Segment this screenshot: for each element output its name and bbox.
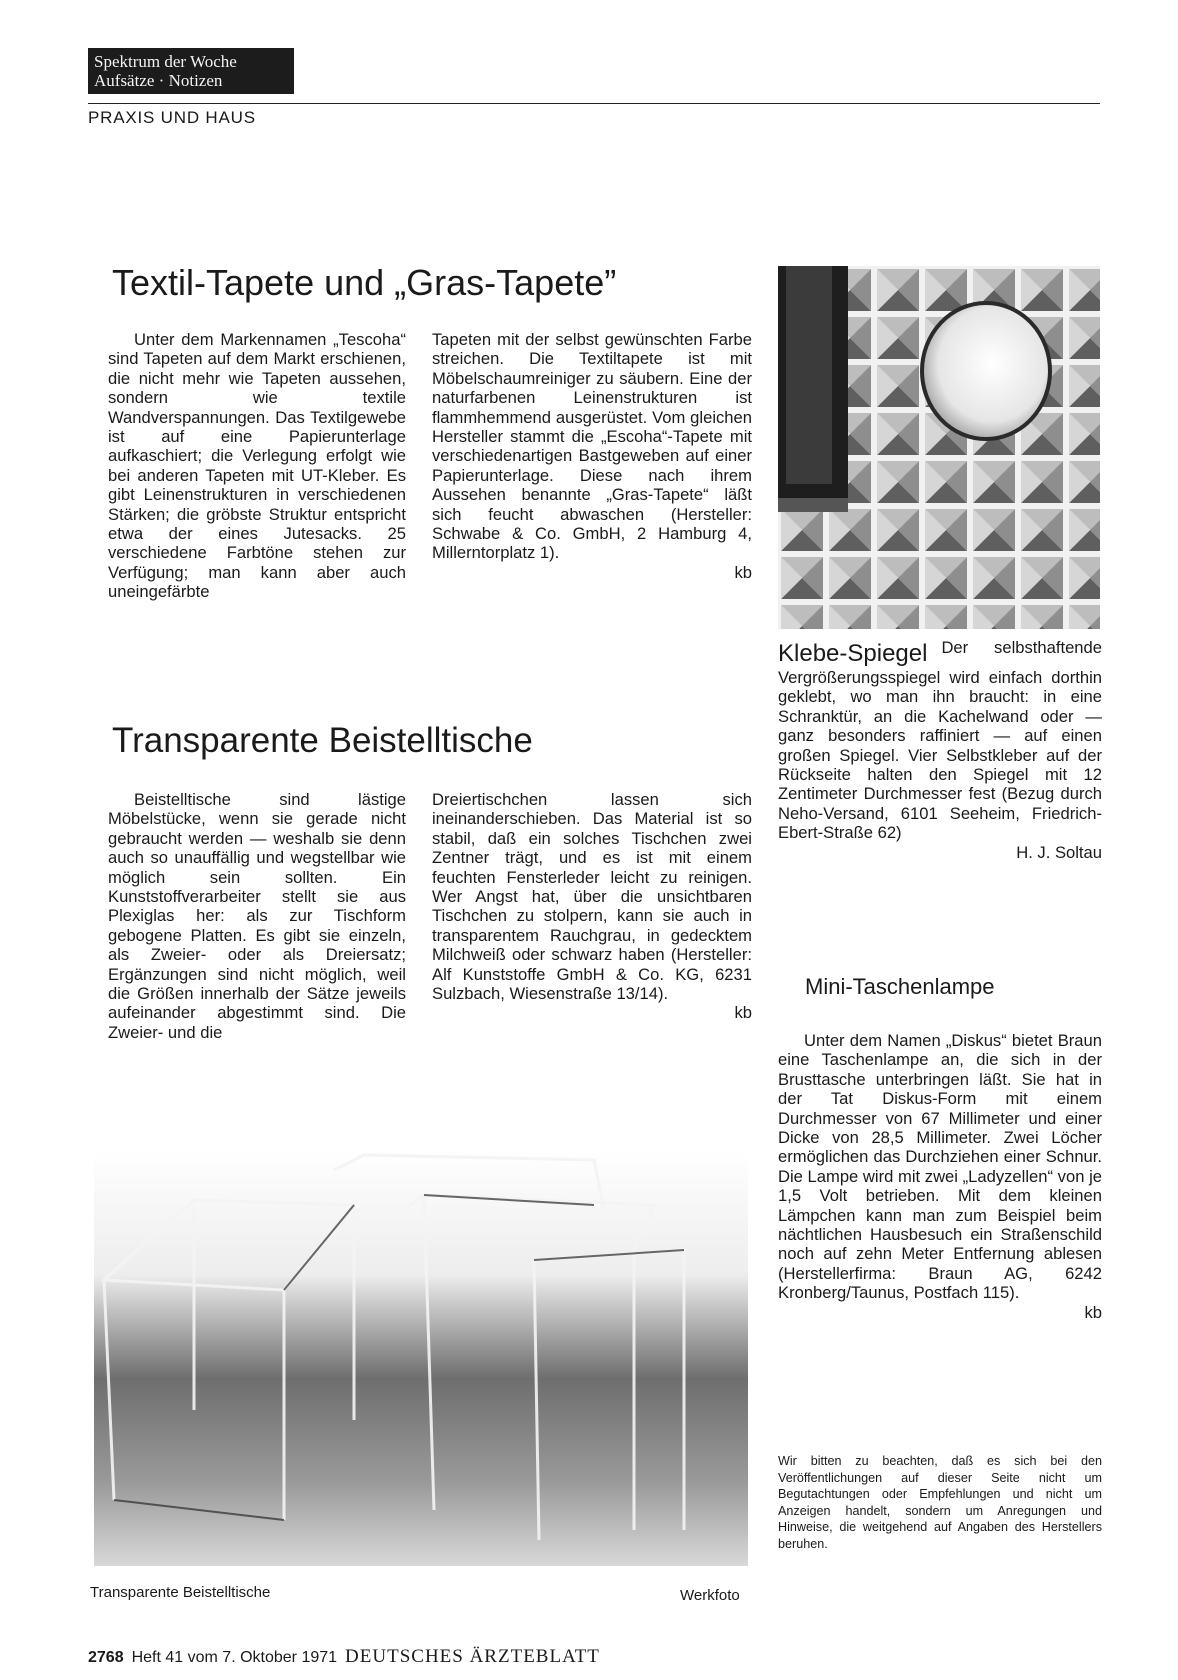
- header-rule: [88, 103, 1100, 104]
- textil-paragraph-2: Tapeten mit der selbst gewünschten Farbe streichen. Die Textiltapete ist mit Möbelschaumreiniger zu säubern. Eine der naturfarbenen Leinenstrukturen ist flammhemmend ausgerüstet. Vom gleichen Hersteller stammt die „Escoha“-Tapete mit verschiedenartigen Bastgeweben auf einer Papierunterlage. Diese nach ihrem Aussehen benannte „Gras-Tapete“ läßt sich feucht abwaschen (Hersteller: Schwabe & Co. GmbH, 2 Hamburg 4, Millerntorplatz 1).: [432, 330, 752, 563]
- mini-signature-row: [778, 1303, 1102, 1322]
- page-footer: [88, 1646, 600, 1668]
- tables-photo: [94, 1150, 748, 1566]
- klebe-signature-row: [778, 843, 1102, 862]
- page-number: 2768: [88, 1649, 124, 1666]
- disclaimer-notice: Wir bitten zu beachten, daß es sich bei den Veröffentlichungen auf dieser Seite nicht um Begutachtungen oder Empfehlungen und nicht um Anzeigen handelt, sondern um Anregungen und Hinweise, die weitgehend auf Angaben des Herstellers beruhen.: [778, 1454, 1102, 1551]
- masthead: DEUTSCHES ÄRZTEBLATT: [345, 1646, 600, 1667]
- article-title-klebe: Klebe-Spiegel: [778, 640, 928, 667]
- beistell-signature: kb: [734, 1003, 752, 1023]
- rubric-line-2: Aufsätze · Notizen: [94, 71, 223, 90]
- beistell-paragraph-1: Beistelltische sind lästige Möbelstücke, wenn sie gerade nicht gebraucht werden — weshalb sie denn auch so unauffällig und wegstellbar wie möglich sein sollten. Ein Kunststoffverarbeiter stellt sie aus Plexiglas her: als zur Tischform gebogene Platten. Es gibt sie einzeln, als Zweier- oder als Dreiersatz; Ergänzungen sind nicht möglich, weil die Größen innerhalb der Sätze jeweils aufeinander abgestimmt sind. Die Zweier- und die: [108, 790, 406, 1042]
- klebe-signature: H. J. Soltau: [1016, 842, 1102, 862]
- rubric-badge: [88, 48, 294, 94]
- article-title-mini: Mini-Taschenlampe: [805, 974, 995, 999]
- beistell-column-2: [432, 790, 752, 1023]
- beistell-signature-row: [432, 1003, 752, 1022]
- tables-photo-caption: Transparente Beistelltische: [90, 1584, 271, 1601]
- klebe-spiegel-article: [778, 638, 1102, 862]
- textil-signature: kb: [734, 562, 752, 582]
- textil-signature-row: [432, 563, 752, 582]
- klebe-text: Der selbsthaftende Vergrößerungsspiegel wird einfach dorthin geklebt, wo man ihn braucht: in eine Schranktür, an die Kachelwand oder — ganz besonders raffiniert — auf einen großen Spiegel. Vier Selbstkleber auf der Rückseite halten den Spiegel mit 12 Zentimeter Durchmesser fest (Bezug durch Neho-Versand, 6101 Seeheim, Friedrich-Ebert-Straße 62): [778, 638, 1102, 843]
- beistell-paragraph-2: Dreiertischchen lassen sich ineinanderschieben. Das Material ist so stabil, daß ein solches Tischchen zwei Zentner trägt, und es ist mit einem feuchten Fensterleder leicht zu reinigen. Wer Angst hat, über die unsichtbaren Tischchen zu stolpern, kann sie auch in transparentem Rauchgrau, in gedecktem Milchweiß oder schwarz haben (Hersteller: Alf Kunststoffe GmbH & Co. KG, 6231 Sulzbach, Wiesenstraße 13/14).: [432, 790, 752, 1004]
- mini-paragraph: Unter dem Namen „Diskus“ bietet Braun eine Taschenlampe an, die sich in der Brusttasche unterbringen läßt. Sie hat in der Tat Diskus-Form mit einem Durchmesser von 67 Millimeter und einer Dicke von 28,5 Millimeter. Zwei Löcher ermöglichen das Durchziehen einer Schnur. Die Lampe wird mit zwei „Ladyzellen“ von je 1,5 Volt betrieben. Mit dem kleinen Lämpchen kann man zum Beispiel beim nächtlichen Hausbesuch ein Straßenschild noch auf zehn Meter Entfernung ablesen (Herstellerfirma: Braun AG, 6242 Kronberg/Taunus, Postfach 115).: [778, 1031, 1102, 1303]
- mini-column: [778, 1031, 1102, 1322]
- article-title-textil: Textil-Tapete und „Gras-Tapete”: [112, 262, 617, 303]
- section-label: PRAXIS UND HAUS: [88, 108, 256, 127]
- mirror-photo: [778, 266, 1100, 629]
- beistell-column-1: [108, 790, 406, 1042]
- textil-column-2: [432, 330, 752, 582]
- rubric-line-1: Spektrum der Woche: [94, 52, 237, 71]
- issue-info: Heft 41 vom 7. Oktober 1971: [131, 1649, 338, 1666]
- textil-column-1: [108, 330, 406, 602]
- textil-paragraph-1: Unter dem Markennamen „Tescoha“ sind Tapeten auf dem Markt erschienen, die nicht mehr wie Tapeten aussehen, sondern wie textile Wandverspannungen. Das Textilgewebe ist auf eine Papierunterlage aufkaschiert; die Verlegung erfolgt wie bei anderen Tapeten mit UT-Kleber. Es gibt Leinenstrukturen in verschiedenen Stärken; die gröbste Struktur entspricht etwa der eines Jutesacks. 25 verschiedene Farbtöne stehen zur Verfügung; man kann aber auch uneingefärbte: [108, 330, 406, 602]
- tables-photo-credit: Werkfoto: [680, 1587, 740, 1604]
- article-title-beistell: Transparente Beistelltische: [112, 721, 533, 760]
- mini-signature: kb: [1084, 1302, 1102, 1322]
